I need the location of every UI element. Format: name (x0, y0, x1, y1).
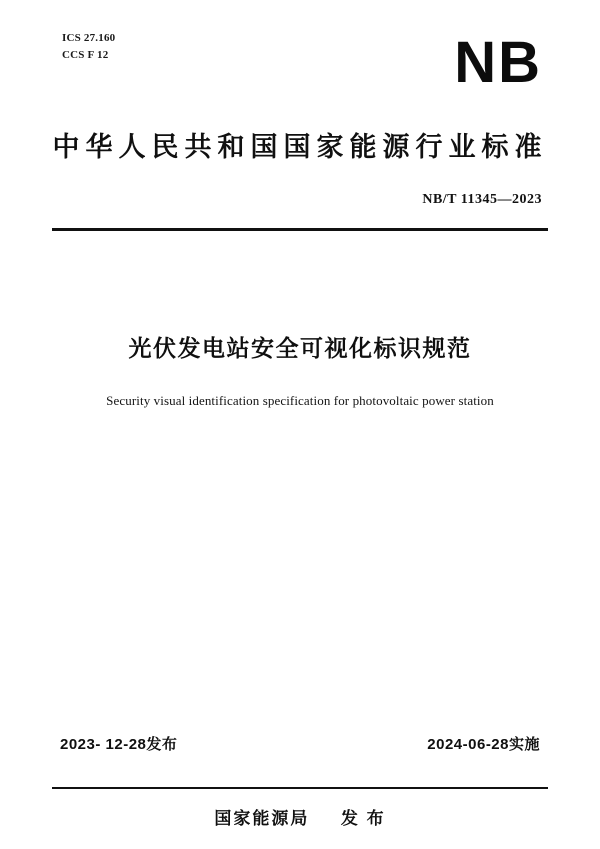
ics-code: ICS 27.160 (62, 32, 116, 44)
page-title: 光伏发电站安全可视化标识规范 (128, 335, 472, 361)
series-title: 中华人民共和国国家能源行业标准 (52, 132, 548, 162)
classification-codes (62, 30, 115, 64)
page-title-english: Security visual identification specification for photovoltaic power station (106, 393, 494, 408)
effective-date: 2024-06-28实施 (427, 736, 540, 753)
issue-date: 2023- 12-28发布 (60, 736, 178, 753)
standard-number: NB/T 11345—2023 (422, 192, 542, 207)
nb-logo: NB (454, 30, 542, 95)
date-row (60, 733, 540, 754)
publisher-action: 发 布 (340, 809, 386, 828)
ccs-code: CCS F 12 (62, 49, 109, 62)
header-divider (52, 228, 548, 231)
publisher-name: 国家能源局 (214, 809, 310, 828)
footer-divider (52, 787, 548, 789)
publisher (52, 804, 548, 829)
